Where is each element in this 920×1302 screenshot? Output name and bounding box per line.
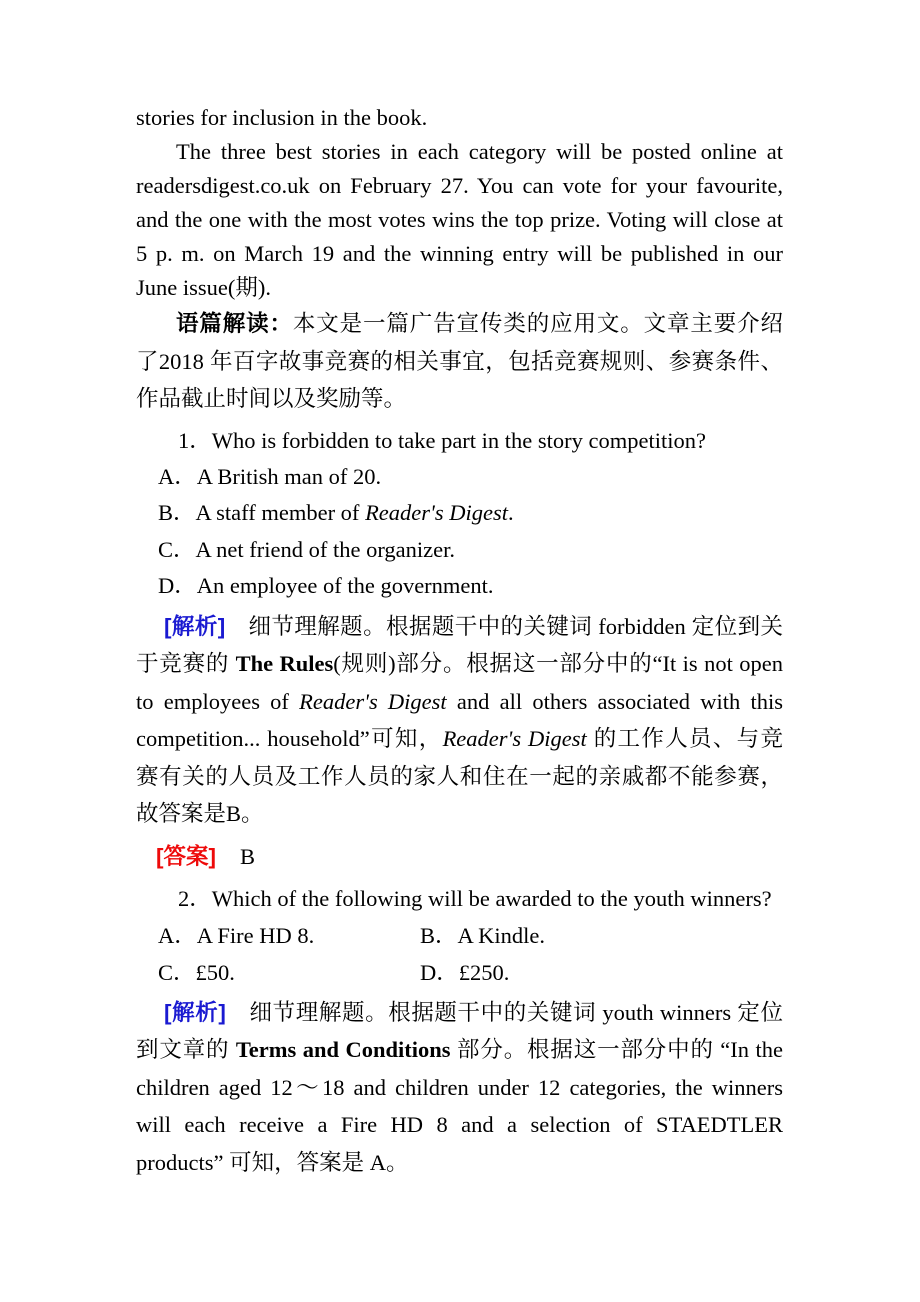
question-2-options-row-1 [136, 917, 783, 954]
question-2-option-c: C．£50. [158, 959, 235, 985]
answer-1-value: B [240, 843, 256, 869]
question-1-answer-line [136, 838, 783, 876]
analysis-2-text-1: 细节理解题。根据题干中的关键词 youth winners 定位到文章的 [136, 999, 783, 1062]
overview-label: 语篇解读： [176, 311, 293, 336]
overview-paragraph [136, 305, 783, 418]
answer-1-label: [答案] [156, 843, 216, 869]
analysis-1-text-3: and all others associated with this competition... household”可知， [136, 688, 783, 751]
analysis-1-text-2: (规则)部分。根据这一部分中的“It is not open to employees of [136, 651, 783, 714]
question-1-option-c: C．A net friend of the organizer. [158, 536, 456, 562]
passage-paragraph: The three best stories in each category will be posted online at readersdigest.co.uk on February 27. You can vote for your favourite, and the one with the most votes wins the top prize. Voting will close at 5 p. m. on March 19 and the winning entry will be published in our June issue(期). [136, 139, 783, 300]
question-1-stem: 1．Who is forbidden to take part in the story competition? [178, 427, 707, 453]
question-1-analysis [136, 608, 783, 833]
question-2-stem: 2．Which of the following will be awarded to the youth winners? [178, 885, 772, 911]
overview-text: 本文是一篇广告宣传类的应用文。文章主要介绍了2018 年百字故事竞赛的相关事宜，包括竞赛规则、参赛条件、作品截止时间以及奖励等。 [136, 311, 783, 411]
analysis-1-italic-title-1: Reader's Digest [299, 688, 447, 714]
question-2-option-d: D．£250. [420, 959, 510, 985]
analysis-1-italic-title-2: Reader's Digest [442, 726, 587, 751]
analysis-1-bold-rules: The Rules [235, 651, 334, 676]
question-1-option-b-text: B．A staff member of [158, 500, 366, 525]
question-1-option-b-italic-title: Reader's Digest [365, 500, 508, 525]
question-2-option-b: B．A Kindle. [420, 922, 546, 948]
question-1-option-b-period: . [507, 500, 514, 525]
question-2-option-a: A．A Fire HD 8. [158, 922, 315, 948]
analysis-2-label: [解析] [164, 999, 226, 1025]
question-1-option-d: D．An employee of the government. [158, 573, 494, 598]
analysis-2-bold-terms: Terms and Conditions [235, 1037, 451, 1062]
analysis-1-label: [解析] [164, 613, 226, 639]
question-2-analysis [136, 994, 783, 1182]
analysis-1-text-4: 的工作人员、与竞赛有关的人员及工作人员的家人和住在一起的亲戚都不能参赛，故答案是B。 [136, 726, 783, 826]
question-2-options-row-2 [136, 954, 783, 991]
analysis-2-text-2: 部分。根据这一部分中的 “In the children aged 12～18 and children under 12 categories, the winners will each receive a Fire HD 8 and a selection of STAEDTLER products” 可知，答案是 A。 [136, 1037, 783, 1175]
analysis-1-text-1: 细节理解题。根据题干中的关键词 forbidden 定位到关于竞赛的 [136, 613, 783, 676]
question-1-option-a: A．A British man of 20. [158, 463, 382, 489]
passage-paragraph-continuation: stories for inclusion in the book. [136, 105, 428, 130]
question-1-option-b [136, 495, 783, 532]
